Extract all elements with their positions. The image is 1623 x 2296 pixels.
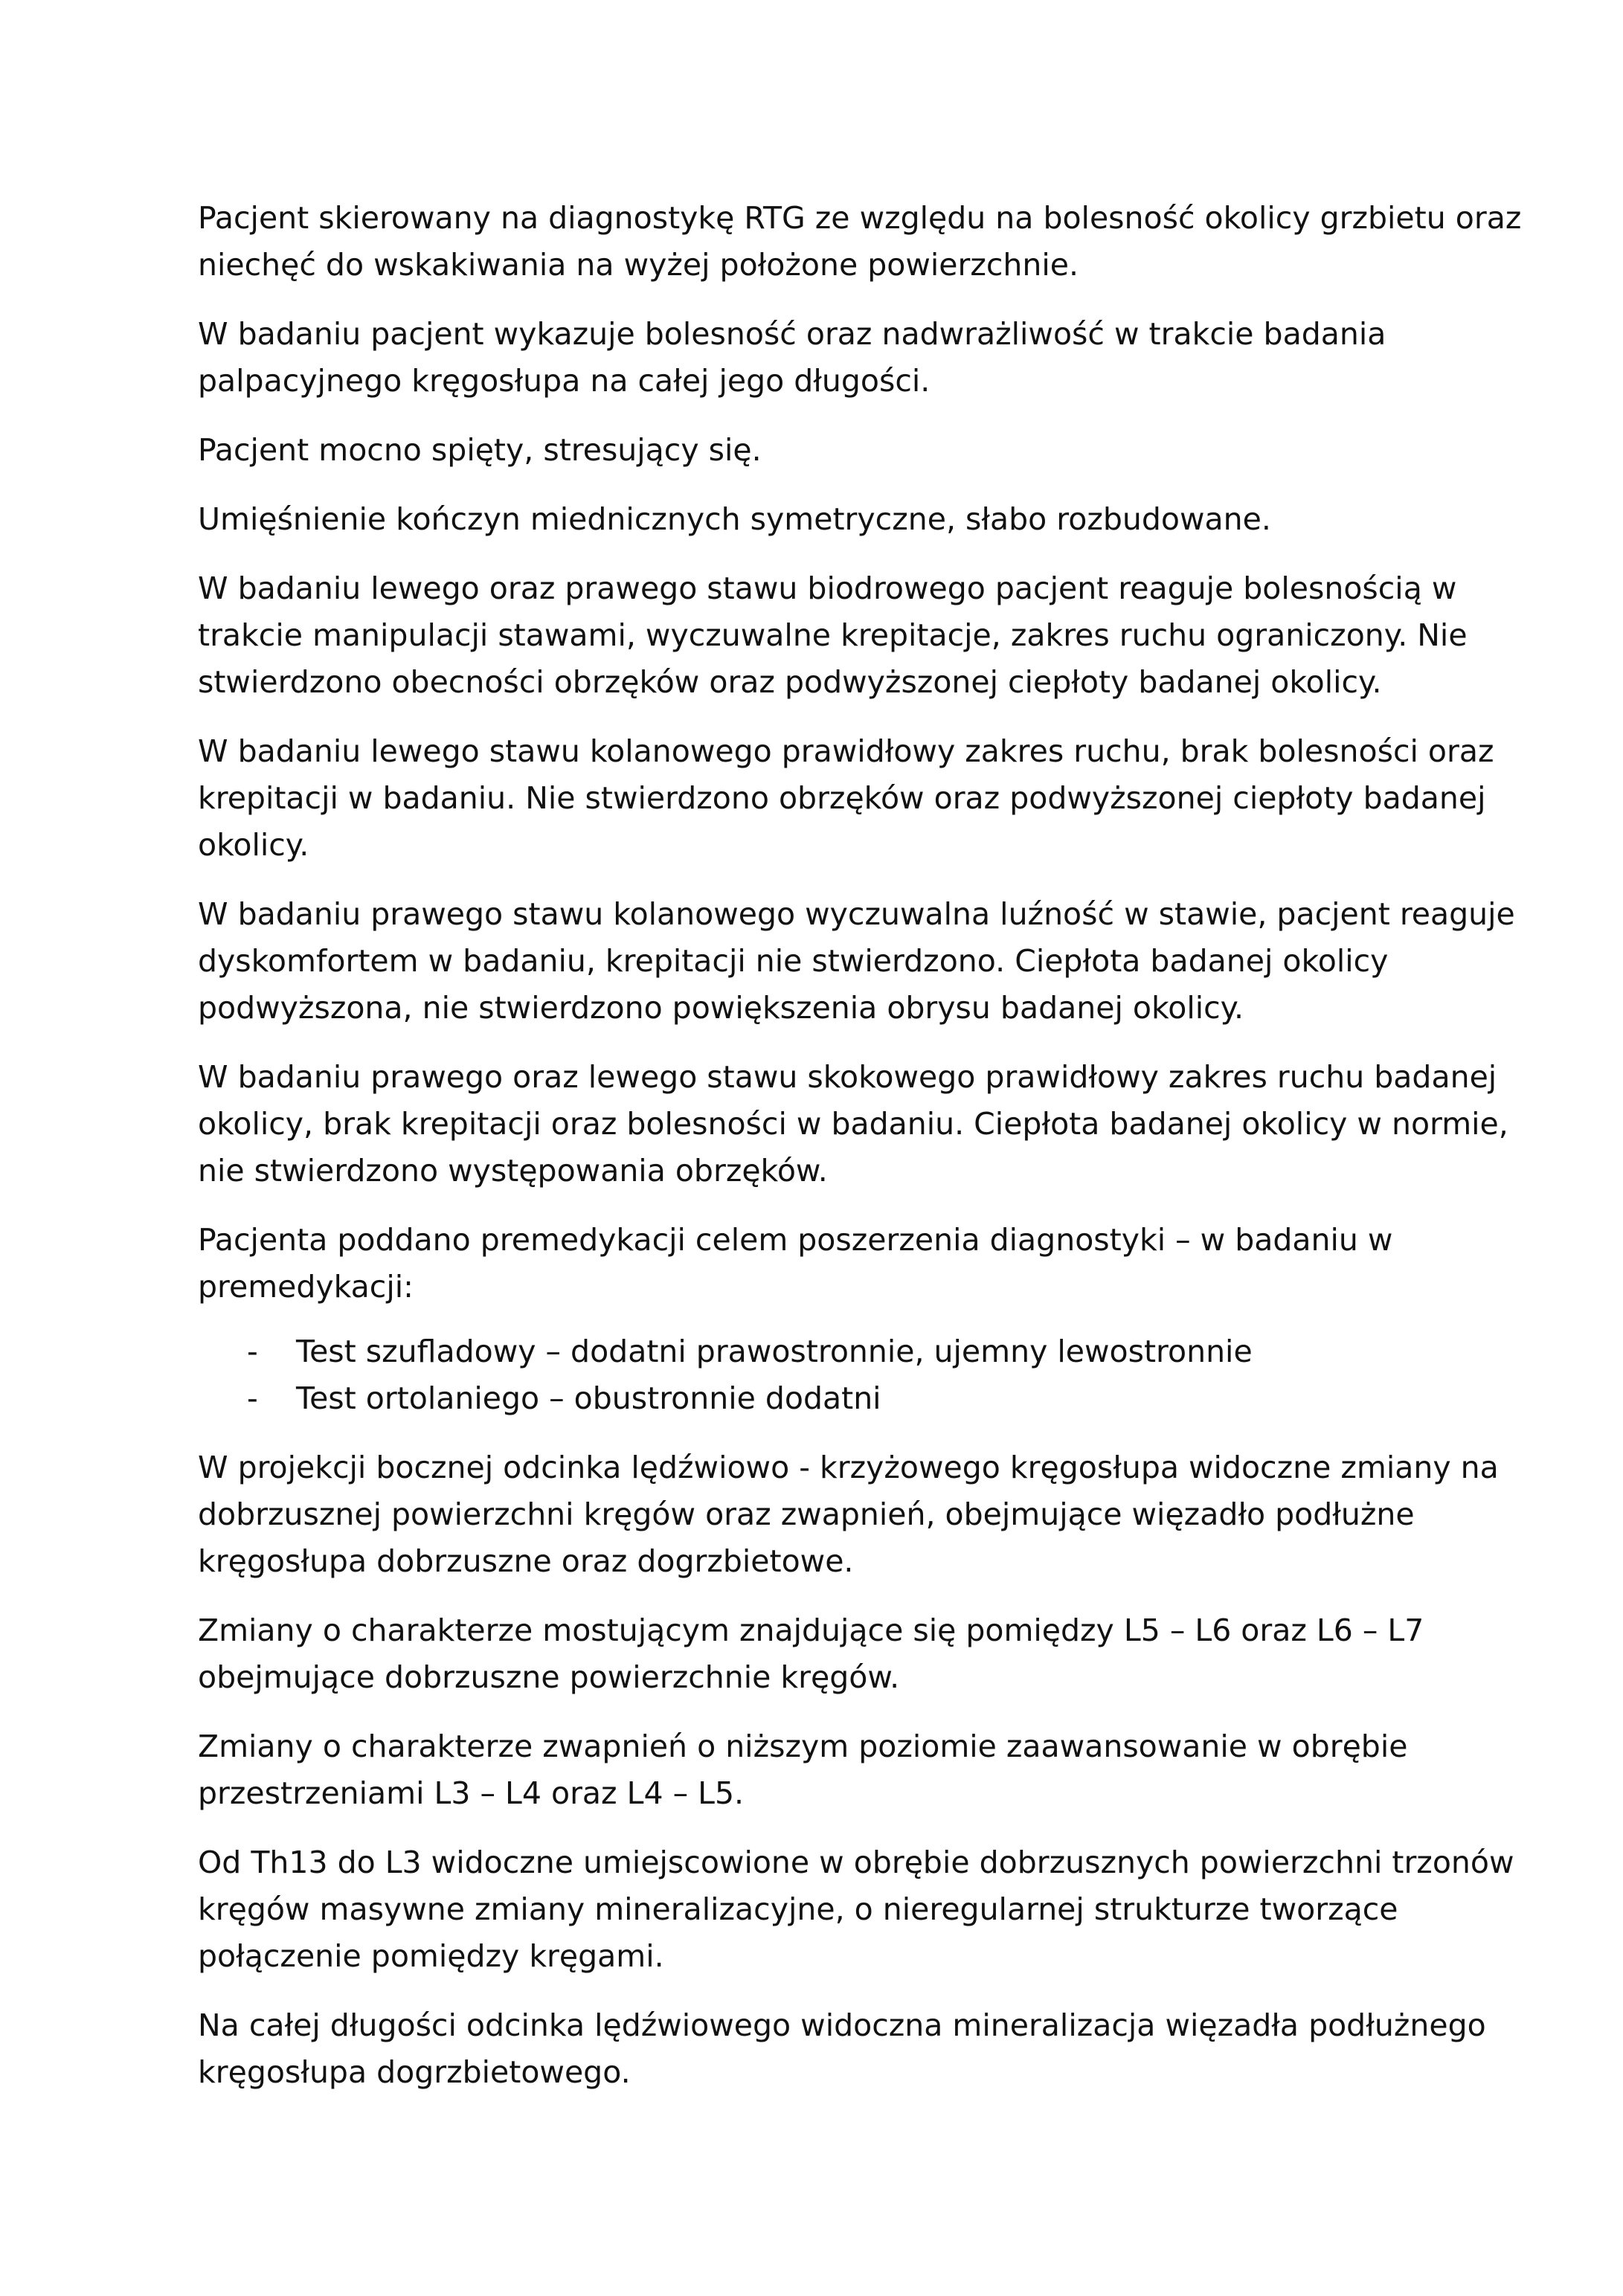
paragraph-calcification-changes <box>198 1723 1447 1817</box>
list-item <box>198 1328 1447 1375</box>
paragraph-line: przestrzeniami L3 – L4 oraz L4 – L5. <box>198 1775 745 1811</box>
test-results-list <box>198 1328 1447 1422</box>
paragraph-behavior <box>198 427 1447 474</box>
paragraph-premedication <box>198 1217 1447 1311</box>
paragraph-line: niechęć do wskakiwania na wyżej położone powierzchnie. <box>198 247 1079 283</box>
paragraph-hip-joints <box>198 565 1468 706</box>
paragraph-line: kręgosłupa dobrzuszne oraz dogrzbietowe. <box>198 1543 854 1579</box>
paragraph-line: połączenie pomiędzy kręgami. <box>198 1938 664 1974</box>
paragraph-line: palpacyjnego kręgosłupa na całej jego długości. <box>198 363 931 399</box>
paragraph-line: kręgosłupa dogrzbietowego. <box>198 2054 631 2090</box>
paragraph-line: premedykacji: <box>198 1269 414 1305</box>
paragraph-referral <box>198 195 1522 289</box>
list-item <box>198 1375 1447 1422</box>
dash-bullet-icon: - <box>247 1380 258 1416</box>
paragraph-line: krepitacji w badaniu. Nie stwierdzono obrzęków oraz podwyższonej ciepłoty badanej <box>198 780 1486 816</box>
dash-bullet-icon: - <box>247 1334 258 1369</box>
paragraph-line: Pacjenta poddano premedykacji celem poszerzenia diagnostyki – w badaniu w <box>198 1222 1393 1258</box>
paragraph-line: W badaniu lewego oraz prawego stawu biodrowego pacjent reaguje bolesnością w <box>198 570 1457 606</box>
list-item-text: Test szufladowy – dodatni prawostronnie, ujemny lewostronnie <box>296 1334 1253 1369</box>
paragraph-hock-joints <box>198 1054 1508 1194</box>
paragraph-line: Pacjent mocno spięty, stresujący się. <box>198 432 762 468</box>
paragraph-line: W badaniu prawego oraz lewego stawu skokowego prawidłowy zakres ruchu badanej <box>198 1059 1497 1095</box>
paragraph-line: podwyższona, nie stwierdzono powiększenia obrysu badanej okolicy. <box>198 990 1244 1026</box>
paragraph-lateral-projection <box>198 1444 1499 1585</box>
paragraph-line: obejmujące dobrzuszne powierzchnie kręgów. <box>198 1659 900 1695</box>
paragraph-line: trakcie manipulacji stawami, wyczuwalne krepitacje, zakres ruchu ograniczony. Nie <box>198 617 1468 653</box>
paragraph-spine-palpation <box>198 311 1447 405</box>
paragraph-line: Od Th13 do L3 widoczne umiejscowione w obrębie dobrzusznych powierzchni trzonów <box>198 1845 1514 1880</box>
paragraph-line: W projekcji bocznej odcinka lędźwiowo - krzyżowego kręgosłupa widoczne zmiany na <box>198 1450 1499 1485</box>
paragraph-line: dyskomfortem w badaniu, krepitacji nie stwierdzono. Ciepłota badanej okolicy <box>198 943 1389 979</box>
paragraph-line: Zmiany o charakterze mostującym znajdujące się pomiędzy L5 – L6 oraz L6 – L7 <box>198 1612 1424 1648</box>
paragraph-line: dobrzusznej powierzchni kręgów oraz zwapnień, obejmujące więzadło podłużne <box>198 1496 1415 1532</box>
paragraph-right-knee <box>198 891 1515 1032</box>
paragraph-line: kręgów masywne zmiany mineralizacyjne, o nieregularnej strukturze tworzące <box>198 1891 1398 1927</box>
paragraph-musculature <box>198 496 1447 543</box>
paragraph-bridging-changes <box>198 1607 1447 1701</box>
list-item-text: Test ortolaniego – obustronnie dodatni <box>296 1380 881 1416</box>
paragraph-left-knee <box>198 728 1494 869</box>
paragraph-line: stwierdzono obecności obrzęków oraz podwyższonej ciepłoty badanej okolicy. <box>198 664 1382 700</box>
paragraph-line: Zmiany o charakterze zwapnień o niższym poziomie zaawansowanie w obrębie <box>198 1729 1408 1764</box>
paragraph-ligament-mineralization <box>198 2002 1486 2096</box>
paragraph-line: okolicy. <box>198 827 309 863</box>
paragraph-line: W badaniu lewego stawu kolanowego prawidłowy zakres ruchu, brak bolesności oraz <box>198 733 1494 769</box>
paragraph-line: W badaniu prawego stawu kolanowego wyczuwalna luźność w stawie, pacjent reaguje <box>198 896 1515 932</box>
paragraph-line: okolicy, brak krepitacji oraz bolesności w badaniu. Ciepłota badanej okolicy w normie, <box>198 1106 1508 1142</box>
paragraph-line: nie stwierdzono występowania obrzęków. <box>198 1153 828 1189</box>
paragraph-line: W badaniu pacjent wykazuje bolesność oraz nadwrażliwość w trakcie badania <box>198 316 1386 352</box>
document-body <box>198 195 1522 2118</box>
paragraph-mineralization-th13-l3 <box>198 1839 1514 1980</box>
paragraph-line: Umięśnienie kończyn miednicznych symetryczne, słabo rozbudowane. <box>198 501 1271 537</box>
paragraph-line: Pacjent skierowany na diagnostykę RTG ze względu na bolesność okolicy grzbietu oraz <box>198 200 1522 236</box>
paragraph-line: Na całej długości odcinka lędźwiowego widoczna mineralizacja więzadła podłużnego <box>198 2007 1486 2043</box>
